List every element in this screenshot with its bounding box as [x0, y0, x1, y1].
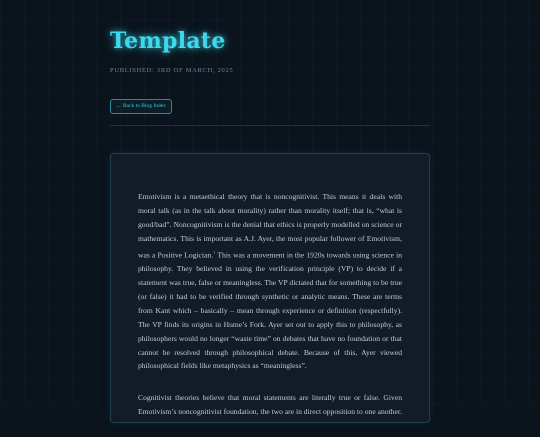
article-card	[110, 153, 430, 423]
article-paragraph: Cognitivist theories believe that moral statements are literally true or false. Given Emotivism’s noncognitivist foundation, the two are in direct opposition to one another.	[138, 393, 402, 417]
footnote-marker[interactable]: 1	[213, 249, 216, 255]
page-title: Template	[110, 28, 226, 54]
paragraph-text: This was a movement in the 1920s towards using science in philosophy. They believed in using the verification principle (VP) to decide if a statement was true, false or meaningless. The VP dictated that for something to be true (or false) it had to be verified through synthetic or analytic means. These are terms from Kant which – basically – mean through experience or definition (respectfully). The VP finds its origins in Hume’s Fork. Ayer set out to apply this to philosophy, as philosophers would no longer “waste time” on debates that have no foundation or that cannot be resolved through philosophical debate. Because of this, Ayer viewed philosophical fields like metaphysics as “meaningless”.	[138, 250, 402, 371]
back-to-blog-index-button[interactable]: ← Back to Blog Index	[110, 99, 172, 114]
paragraph-text: Emotivism is a metaethical theory that is noncognitivist. This means it deals with moral talk (as in the talk about morality) rather than morality itself; that is, “what is good/bad”. Noncognitivism is the denial that ethics is properly modelled on science or mathematics. This is important as A.J. Ayer, the most popular follower of Emotivism, was a Positive Logician.	[138, 192, 402, 260]
header-divider	[110, 125, 430, 126]
article-body	[138, 190, 402, 437]
published-date: PUBLISHED: 3RD OF MARCH, 2025	[110, 67, 234, 74]
article-paragraph	[138, 190, 402, 373]
